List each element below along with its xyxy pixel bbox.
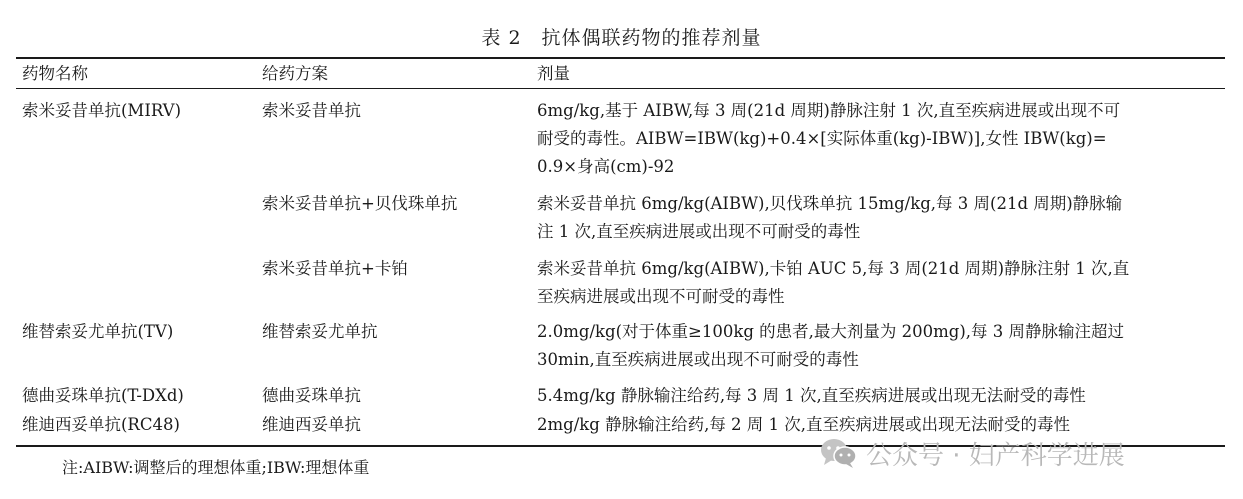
column-header-drug: 药物名称 <box>22 64 88 83</box>
dose-line: 耐受的毒性。AIBW=IBW(kg)+0.4×[实际体重(kg)-IBW)],女性 IBW(kg)= <box>537 129 1107 148</box>
table-title: 表 2 抗体偶联药物的推荐剂量 <box>481 27 762 49</box>
regimen-cell: 德曲妥珠单抗 <box>262 386 361 405</box>
dose-line: 0.9×身高(cm)-92 <box>537 157 675 176</box>
dose-line: 注 1 次,直至疾病进展或出现不可耐受的毒性 <box>537 222 861 241</box>
dose-cell <box>537 190 1225 246</box>
dose-line: 2.0mg/kg(对于体重≥100kg 的患者,最大剂量为 200mg),每 3 周静脉输注超过 <box>537 322 1124 341</box>
wechat-icon <box>818 435 858 471</box>
dose-line: 索米妥昔单抗 6mg/kg(AIBW),贝伐珠单抗 15mg/kg,每 3 周(21d 周期)静脉输 <box>537 194 1123 213</box>
regimen-cell: 索米妥昔单抗 <box>262 101 361 120</box>
watermark <box>818 433 1125 473</box>
watermark-text: 公众号 · 妇产科学进展 <box>866 440 1125 471</box>
dose-cell <box>537 318 1225 374</box>
dose-line: 30min,直至疾病进展或出现不可耐受的毒性 <box>537 350 859 369</box>
column-header-dose: 剂量 <box>537 64 570 83</box>
top-rule <box>16 57 1225 59</box>
dose-line: 索米妥昔单抗 6mg/kg(AIBW),卡铂 AUC 5,每 3 周(21d 周期)静脉注射 1 次,直 <box>537 259 1130 278</box>
dose-line: 2mg/kg 静脉输注给药,每 2 周 1 次,直至疾病进展或出现无法耐受的毒性 <box>537 415 1071 434</box>
drug-name-cell: 索米妥昔单抗(MIRV) <box>22 101 182 120</box>
regimen-cell: 维迪西妥单抗 <box>262 415 361 434</box>
regimen-cell: 维替索妥尤单抗 <box>262 322 378 341</box>
drug-name-cell: 德曲妥珠单抗(T-DXd) <box>22 386 184 405</box>
dose-line: 至疾病进展或出现不可耐受的毒性 <box>537 287 785 306</box>
drug-name-cell: 维迪西妥单抗(RC48) <box>22 415 180 434</box>
column-header-regimen: 给药方案 <box>262 64 328 83</box>
dose-line: 6mg/kg,基于 AIBW,每 3 周(21d 周期)静脉注射 1 次,直至疾病进展或出现不可 <box>537 101 1121 120</box>
regimen-cell: 索米妥昔单抗+卡铂 <box>262 259 408 278</box>
table-footnote: 注:AIBW:调整后的理想体重;IBW:理想体重 <box>62 458 370 477</box>
drug-name-cell: 维替索妥尤单抗(TV) <box>22 322 174 341</box>
regimen-cell: 索米妥昔单抗+贝伐珠单抗 <box>262 194 458 213</box>
dose-line: 5.4mg/kg 静脉输注给药,每 3 周 1 次,直至疾病进展或出现无法耐受的毒性 <box>537 386 1086 405</box>
dose-cell <box>537 255 1225 311</box>
header-rule <box>16 88 1225 89</box>
dose-cell <box>537 382 1225 410</box>
dose-cell <box>537 97 1225 181</box>
